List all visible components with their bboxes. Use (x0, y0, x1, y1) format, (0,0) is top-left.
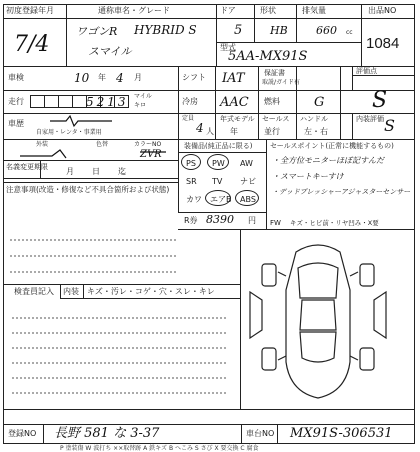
equip-airbag-circle (205, 190, 231, 206)
interior-label: 内装評価 (356, 115, 384, 123)
type-label: 型式 (220, 43, 236, 52)
equip-sr: SR (186, 177, 197, 186)
shift-label: シフト (182, 73, 206, 82)
equip-pw-circle (207, 154, 229, 170)
ac-value: AAC (220, 95, 249, 110)
lot-label: 出品NO (368, 6, 397, 15)
score-label: 評価点 (356, 67, 377, 75)
reg-label: 登録NO (8, 429, 37, 438)
shaken-year-unit: 年 (98, 73, 106, 82)
reg-value: 長野 581 な 3-37 (54, 426, 160, 441)
first-reg-value: 7/4 (14, 32, 50, 57)
recycle-month: 月 (66, 167, 74, 176)
ac-label: 冷房 (182, 97, 198, 106)
equip-airbag: エアB (210, 195, 232, 204)
equip-aw: AW (240, 159, 253, 168)
fw-label: FW (270, 219, 281, 227)
inspector-tab-damage: キズ・汚レ・コゲ・穴・スレ・キレ (87, 287, 215, 296)
history-options: 自家用・レンタ・事業用 (36, 129, 102, 136)
mileage-unit-bottom: キロ (134, 102, 147, 109)
capacity-unit: 人 (206, 127, 214, 136)
model-label: 通称車名・グレード (98, 6, 170, 15)
shaken-month-unit: 月 (134, 73, 142, 82)
capacity-label: 定員 (182, 115, 195, 122)
equip-leather: カワ (186, 195, 202, 204)
displacement-unit: cc (346, 29, 353, 36)
equip-tv: TV (212, 177, 223, 186)
model-change-label: 年式モデル (220, 115, 255, 123)
parallel-label: セールス (262, 115, 290, 123)
inspector-tab-interior: 内装 (63, 287, 79, 296)
interior-value: S (384, 116, 395, 135)
recycle-label: 名義変更期限 (6, 163, 48, 171)
notes-label: 注意事項(改造・修復など不具合箇所および状態) (6, 185, 170, 194)
damage-legend: P 塗装傷 W 波打ち ××取替跡 A 鉄キズ B へこみ S さび X 要交換 C 腐食 (60, 445, 259, 452)
warranty-label: 保証書 (264, 69, 285, 77)
mileage-unit-top: マイル (134, 93, 152, 100)
doors-value: 5 (234, 23, 243, 38)
shape-label: 形状 (260, 6, 276, 15)
sales-point-2: ・スマートキーすけ (272, 172, 344, 181)
model-change-year: 年 (230, 127, 238, 136)
shaken-month: 4 (116, 71, 124, 85)
mileage-value: 5213 (86, 95, 129, 109)
handle-options: 左・右 (304, 127, 328, 136)
equip-ps: PS (186, 159, 196, 168)
scratch-legend: キズ・ヒビ前・リヤ凹み・X要 (290, 219, 379, 227)
equip-navi: ナビ (240, 177, 256, 186)
equip-abs: ABS (240, 195, 256, 204)
displacement-value: 660 (316, 24, 337, 37)
recycle-fee-label: R券 (184, 216, 198, 225)
equip-abs-circle (235, 190, 259, 206)
fuel-value: G (314, 95, 325, 110)
fuel-label: 燃料 (264, 97, 280, 106)
shaken-label: 車検 (8, 73, 24, 82)
first-reg-label: 初度登録年月 (6, 6, 54, 15)
capacity-value: 4 (196, 121, 204, 135)
recycle-until: 迄 (118, 167, 126, 176)
color-code-value: ZVR (140, 149, 162, 160)
warranty-sub: 取説/ガイド有 (262, 79, 300, 86)
car-diagram (250, 245, 386, 398)
chassis-label: 車台NO (246, 429, 275, 438)
color-change-label: 色替 (96, 141, 109, 148)
model-variant: スマイル (88, 45, 132, 58)
inspector-label: 検査員記入 (14, 287, 54, 296)
parallel-options: 並行 (264, 127, 280, 136)
color-code-label: カラーNO (134, 141, 162, 148)
sales-points-label: セールスポイント(正常に機能するもの) (270, 142, 394, 150)
displacement-label: 排気量 (302, 6, 326, 15)
score-value: S (372, 88, 388, 113)
equipment-label: 装備品(純正品に限る) (184, 142, 253, 150)
doors-label: ドア (220, 6, 236, 15)
mileage-label: 走行 (8, 97, 24, 106)
model-grade: HYBRID S (134, 23, 197, 37)
equip-pw: PW (212, 159, 225, 168)
color-original-label: 外装 (36, 141, 49, 148)
lot-number: 1084 (366, 35, 400, 52)
equip-ps-circle (181, 154, 201, 170)
chassis-value: MX91S-306531 (290, 426, 393, 441)
model-maker: ワゴンR (76, 25, 118, 38)
sales-point-3: ・デッドプレッシャーアジャスターセンサー (272, 188, 411, 196)
recycle-fee-unit: 円 (248, 216, 256, 225)
shape-value: HB (270, 24, 288, 37)
shift-value: IAT (222, 71, 245, 86)
handle-label: ハンドル (300, 115, 328, 123)
shaken-year: 10 (74, 71, 90, 85)
recycle-day: 日 (92, 167, 100, 176)
type-value: 5AA-MX91S (228, 49, 308, 64)
sales-point-1: ・全方位モニターほぼ記すんだ (272, 156, 384, 165)
history-label: 車歴 (8, 119, 24, 128)
recycle-fee-value: 8390 (206, 213, 234, 226)
